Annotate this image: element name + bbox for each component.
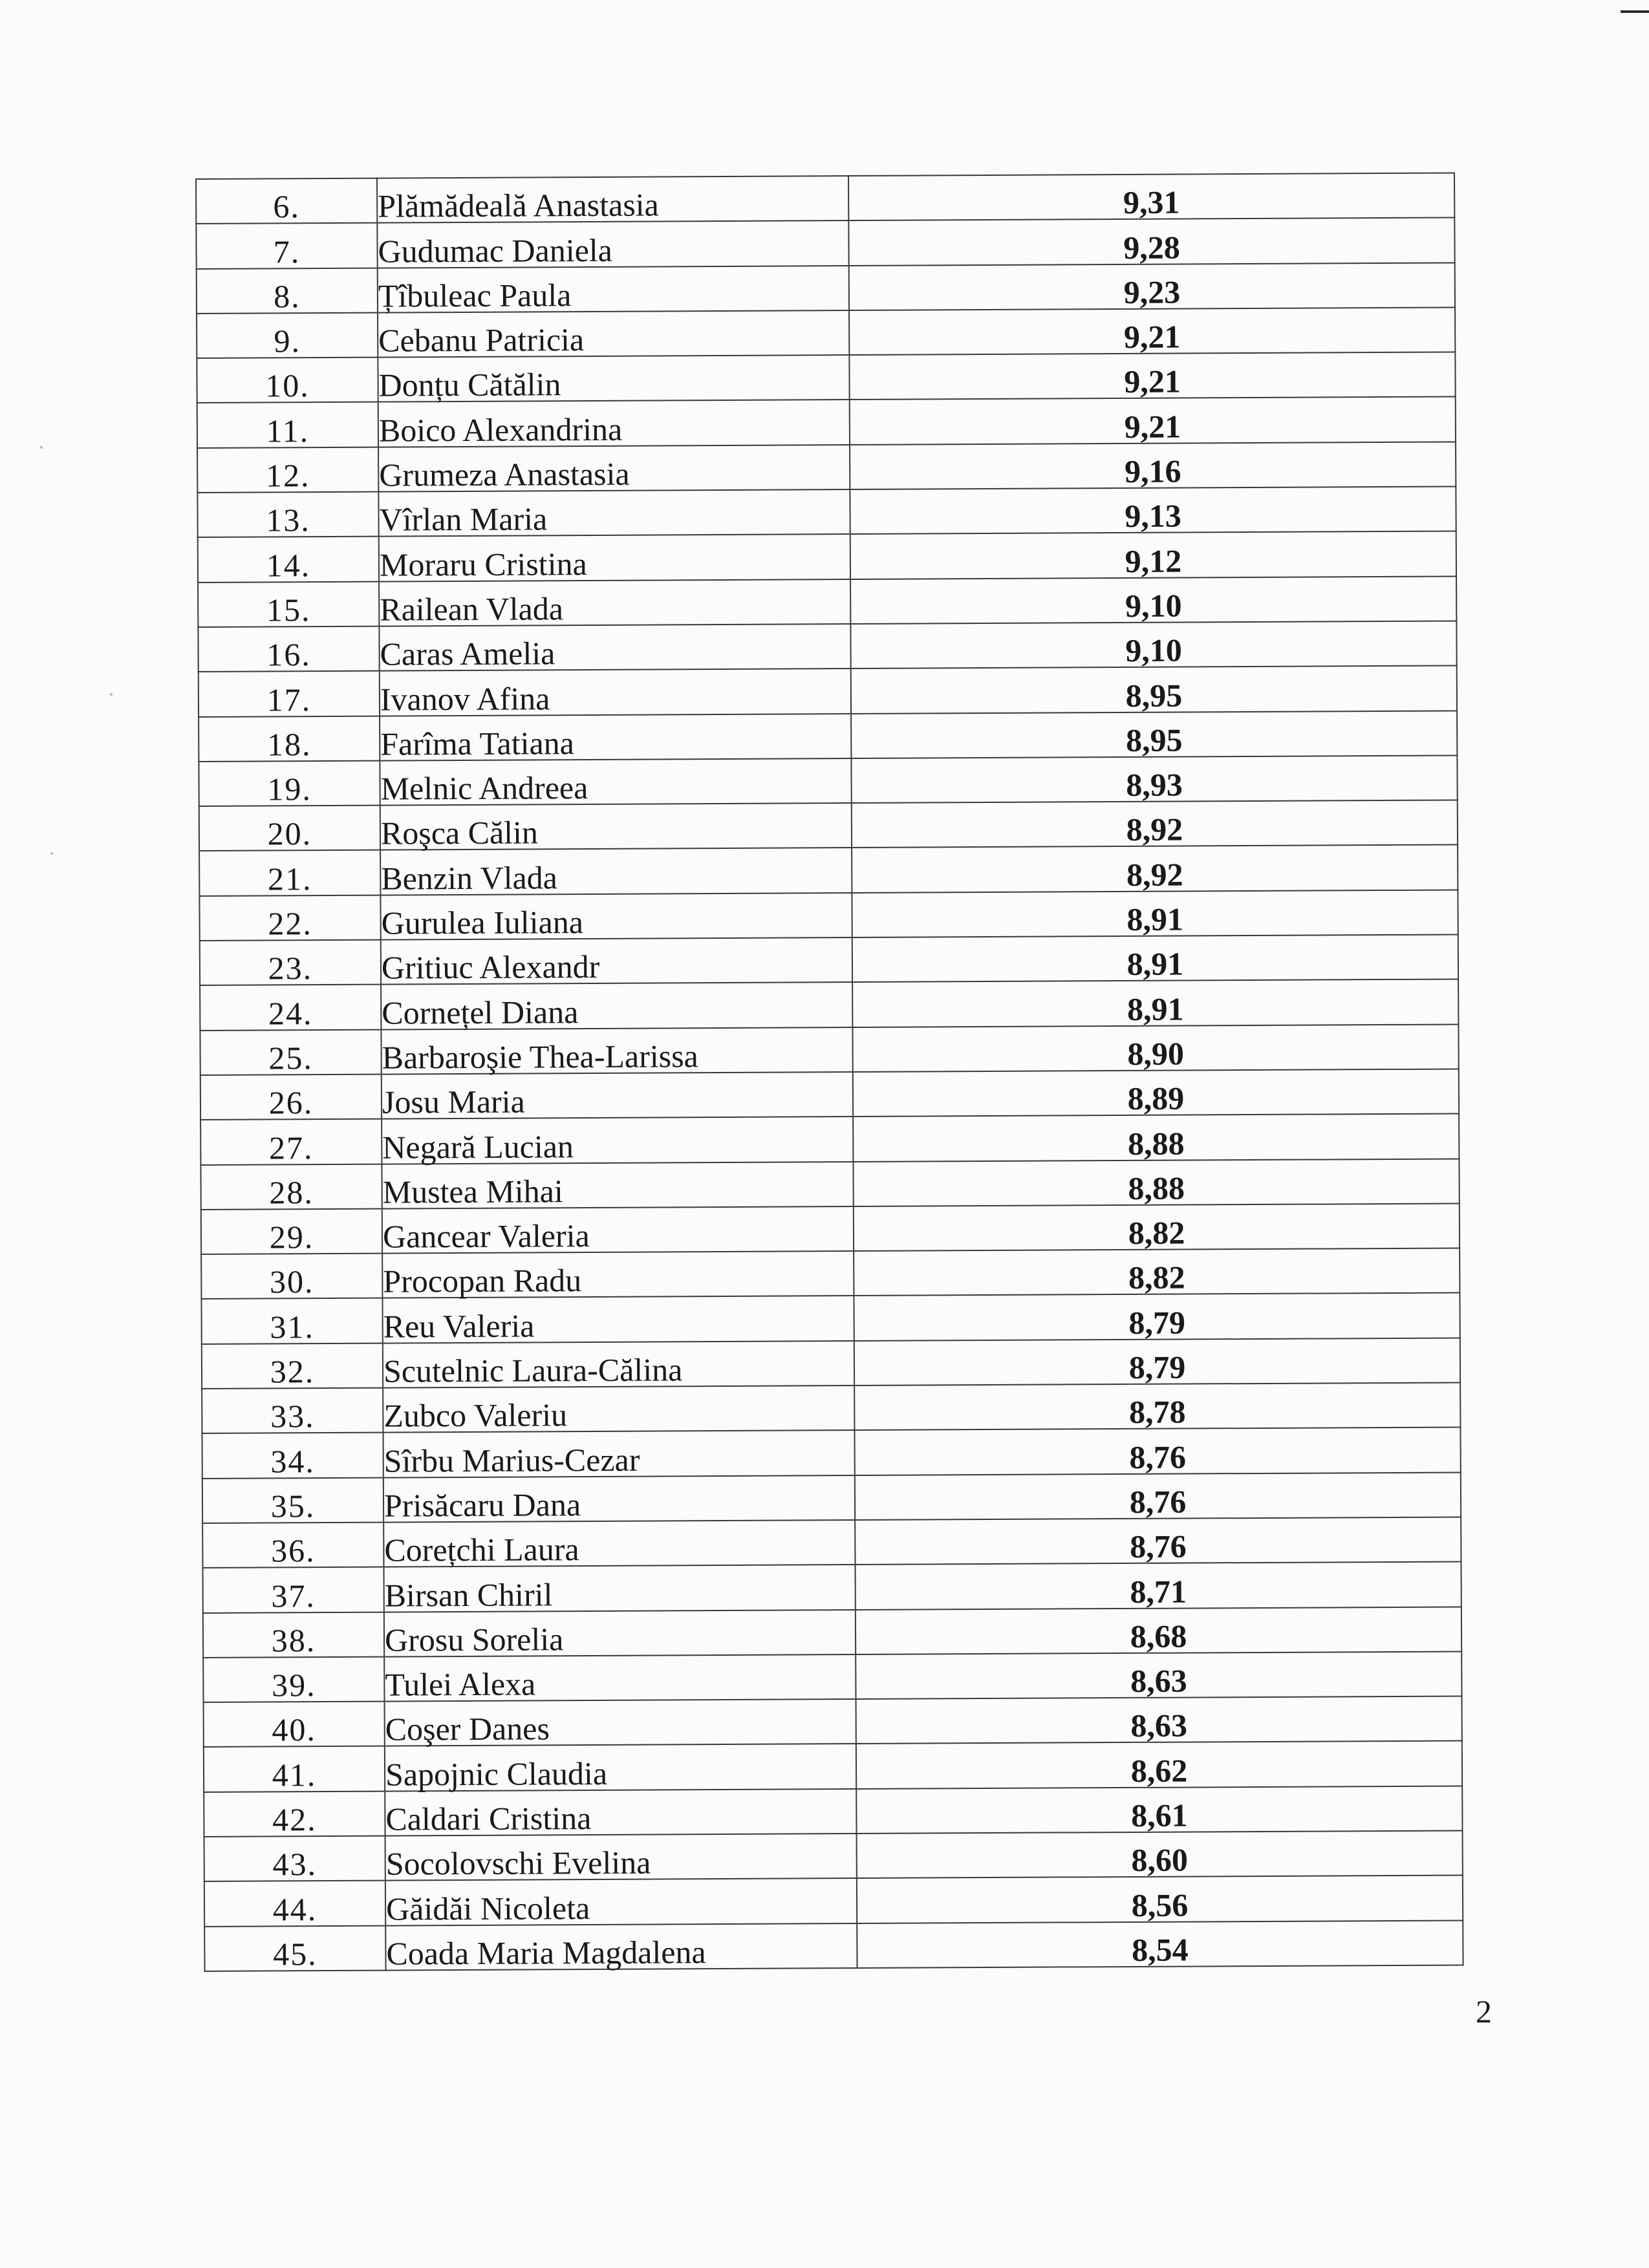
row-number-cell: 7.: [196, 223, 377, 269]
student-name-cell: Moraru Cristina: [379, 534, 850, 581]
row-number-cell: 19.: [199, 760, 380, 806]
table-row: [199, 711, 1457, 762]
row-number-cell: 14.: [198, 537, 379, 583]
scan-speck: [40, 446, 43, 449]
grade-cell: 8,88: [853, 1159, 1459, 1206]
table-row: [199, 755, 1457, 806]
table-row: [201, 1248, 1460, 1300]
table-row: [197, 487, 1456, 538]
row-number-cell: 34.: [202, 1433, 383, 1479]
grades-table-container: [195, 172, 1464, 1971]
student-name-cell: Socolovschi Evelina: [385, 1834, 857, 1881]
table-row: [204, 1876, 1463, 1927]
row-number-cell: 31.: [201, 1298, 382, 1344]
grade-cell: 8,91: [852, 979, 1458, 1027]
row-number-cell: 30.: [201, 1254, 382, 1300]
row-number-cell: 43.: [204, 1836, 385, 1882]
student-name-cell: Sapojnic Claudia: [385, 1744, 856, 1791]
row-number-cell: 21.: [199, 850, 380, 896]
grade-cell: 8,60: [857, 1830, 1463, 1878]
grade-cell: 8,68: [856, 1607, 1461, 1654]
row-number-cell: 6.: [196, 178, 377, 224]
student-name-cell: Donțu Cătălin: [378, 355, 849, 402]
grade-cell: 8,95: [851, 711, 1457, 758]
student-name-cell: Negară Lucian: [382, 1117, 853, 1164]
student-name-cell: Tulei Alexa: [384, 1654, 856, 1702]
student-name-cell: Gurulea Iuliana: [380, 893, 852, 940]
grades-table: [195, 172, 1464, 1971]
row-number-cell: 42.: [204, 1791, 385, 1837]
row-number-cell: 16.: [198, 626, 379, 672]
row-number-cell: 35.: [202, 1477, 383, 1523]
row-number-cell: 27.: [200, 1119, 382, 1165]
row-number-cell: 25.: [200, 1029, 381, 1075]
row-number-cell: 20.: [199, 806, 380, 851]
student-name-cell: Boico Alexandrina: [378, 400, 850, 447]
student-name-cell: Farîma Tatiana: [380, 714, 851, 761]
student-name-cell: Grosu Sorelia: [384, 1610, 856, 1657]
grade-cell: 8,63: [856, 1696, 1462, 1744]
grade-cell: 8,79: [854, 1338, 1460, 1385]
grade-cell: 8,54: [857, 1920, 1463, 1968]
row-number-cell: 8.: [197, 268, 378, 314]
student-name-cell: Grumeza Anastasia: [378, 445, 850, 492]
table-row: [204, 1830, 1463, 1881]
table-row: [198, 621, 1456, 672]
student-name-cell: Sîrbu Marius-Cezar: [383, 1430, 854, 1477]
student-name-cell: Cebanu Patricia: [378, 310, 849, 358]
student-name-cell: Prisăcaru Dana: [383, 1475, 855, 1523]
grade-cell: 8,76: [855, 1517, 1461, 1565]
table-row: [202, 1517, 1461, 1568]
grade-cell: 8,82: [854, 1203, 1460, 1251]
table-row: [197, 352, 1455, 403]
student-name-cell: Procopan Radu: [382, 1251, 854, 1298]
row-number-cell: 37.: [203, 1567, 384, 1613]
grade-cell: 8,56: [857, 1876, 1463, 1923]
student-name-cell: Cornețel Diana: [381, 982, 852, 1029]
grade-cell: 9,21: [850, 397, 1456, 445]
row-number-cell: 28.: [200, 1164, 382, 1210]
student-name-cell: Caldari Cristina: [385, 1789, 856, 1836]
table-row: [200, 1114, 1459, 1165]
student-name-cell: Benzin Vlada: [380, 848, 852, 895]
row-number-cell: 15.: [198, 581, 379, 627]
scan-speck: [110, 693, 113, 696]
table-row: [204, 1786, 1462, 1837]
row-number-cell: 29.: [201, 1208, 382, 1254]
student-name-cell: Mustea Mihai: [382, 1162, 853, 1209]
row-number-cell: 18.: [199, 716, 380, 762]
grades-table-body: [196, 173, 1463, 1971]
row-number-cell: 40.: [204, 1702, 385, 1748]
student-name-cell: Reu Valeria: [382, 1296, 854, 1343]
student-name-cell: Gancear Valeria: [382, 1206, 854, 1254]
table-row: [196, 173, 1454, 224]
grade-cell: 8,62: [856, 1741, 1462, 1789]
grade-cell: 9,16: [850, 442, 1456, 489]
student-name-cell: Roşca Călin: [380, 803, 852, 850]
student-name-cell: Coşer Danes: [385, 1699, 856, 1746]
row-number-cell: 17.: [199, 671, 380, 717]
grade-cell: 8,61: [856, 1786, 1462, 1834]
grade-cell: 8,89: [853, 1069, 1459, 1117]
table-row: [201, 1203, 1460, 1254]
row-number-cell: 39.: [203, 1656, 384, 1702]
table-row: [204, 1741, 1462, 1792]
grade-cell: 8,82: [854, 1248, 1460, 1296]
grade-cell: 8,76: [855, 1472, 1461, 1520]
student-name-cell: Josu Maria: [382, 1072, 853, 1119]
row-number-cell: 10.: [197, 358, 378, 403]
grade-cell: 9,21: [849, 307, 1455, 355]
table-row: [200, 979, 1458, 1031]
row-number-cell: 9.: [197, 313, 378, 359]
row-number-cell: 22.: [199, 895, 380, 941]
table-row: [197, 397, 1456, 448]
row-number-cell: 26.: [200, 1075, 382, 1120]
page-number: 2: [1476, 1993, 1492, 2029]
table-row: [200, 1024, 1458, 1075]
table-row: [199, 845, 1458, 896]
table-row: [204, 1920, 1463, 1971]
student-name-cell: Vîrlan Maria: [378, 489, 850, 537]
student-name-cell: Melnic Andreea: [380, 758, 851, 806]
student-name-cell: Barbaroşie Thea-Larissa: [381, 1027, 852, 1075]
student-name-cell: Railean Vlada: [379, 579, 850, 626]
grade-cell: 8,71: [855, 1562, 1461, 1610]
row-number-cell: 11.: [197, 402, 378, 448]
grade-cell: 8,76: [854, 1428, 1460, 1475]
student-name-cell: Coada Maria Magdalena: [385, 1923, 857, 1971]
grade-cell: 8,91: [852, 935, 1458, 983]
scan-speck: [50, 852, 53, 855]
grade-cell: 8,92: [852, 845, 1458, 893]
table-row: [200, 935, 1458, 986]
table-row: [204, 1696, 1462, 1748]
table-row: [202, 1382, 1460, 1433]
row-number-cell: 45.: [204, 1925, 385, 1971]
grade-cell: 8,95: [851, 666, 1457, 714]
table-row: [203, 1651, 1461, 1702]
table-row: [197, 442, 1456, 493]
table-row: [200, 1159, 1459, 1210]
row-number-cell: 44.: [204, 1881, 385, 1927]
row-number-cell: 24.: [200, 985, 381, 1031]
table-row: [196, 218, 1454, 269]
row-number-cell: 23.: [200, 940, 381, 986]
student-name-cell: Plămădeală Anastasia: [377, 176, 848, 223]
student-name-cell: Scutelnic Laura-Călina: [383, 1341, 854, 1388]
table-row: [197, 307, 1455, 358]
grade-cell: 8,93: [851, 755, 1457, 803]
grade-cell: 9,21: [849, 352, 1455, 400]
student-name-cell: Gudumac Daniela: [377, 220, 848, 268]
table-row: [197, 262, 1455, 314]
row-number-cell: 38.: [203, 1612, 384, 1658]
grade-cell: 8,88: [853, 1114, 1459, 1162]
table-row: [199, 890, 1458, 941]
scan-corner-mark: [1621, 10, 1649, 13]
table-row: [202, 1428, 1460, 1479]
student-name-cell: Zubco Valeriu: [383, 1385, 854, 1433]
table-row: [199, 800, 1458, 851]
row-number-cell: 36.: [202, 1523, 383, 1568]
row-number-cell: 13.: [197, 492, 378, 538]
student-name-cell: Găidăi Nicoleta: [385, 1878, 857, 1925]
table-row: [200, 1069, 1459, 1120]
table-row: [202, 1338, 1460, 1389]
row-number-cell: 32.: [202, 1343, 383, 1389]
student-name-cell: Ivanov Afina: [380, 669, 851, 716]
row-number-cell: 12.: [197, 447, 378, 493]
grade-cell: 8,79: [854, 1293, 1460, 1341]
grade-cell: 9,12: [850, 531, 1456, 579]
student-name-cell: Corețchi Laura: [383, 1520, 855, 1567]
table-row: [198, 531, 1456, 583]
table-row: [201, 1293, 1460, 1344]
grade-cell: 8,90: [852, 1024, 1458, 1072]
table-row: [203, 1562, 1461, 1613]
row-number-cell: 33.: [202, 1388, 383, 1434]
grade-cell: 8,92: [852, 800, 1458, 848]
grade-cell: 8,78: [854, 1382, 1460, 1430]
grade-cell: 9,10: [850, 621, 1456, 669]
student-name-cell: Caras Amelia: [379, 624, 850, 671]
table-row: [198, 576, 1456, 627]
grade-cell: 9,31: [848, 173, 1454, 220]
table-row: [199, 666, 1457, 717]
grade-cell: 9,28: [848, 218, 1454, 266]
student-name-cell: Birsan Chiril: [383, 1565, 855, 1612]
grade-cell: 9,13: [850, 487, 1456, 535]
table-row: [202, 1472, 1461, 1523]
student-name-cell: Gritiuc Alexandr: [381, 937, 852, 985]
student-name-cell: Țîbuleac Paula: [378, 266, 849, 313]
grade-cell: 8,63: [856, 1651, 1461, 1699]
grade-cell: 9,23: [849, 262, 1455, 310]
grade-cell: 8,91: [852, 890, 1458, 937]
table-row: [203, 1607, 1461, 1658]
grade-cell: 9,10: [850, 576, 1456, 624]
row-number-cell: 41.: [204, 1746, 385, 1792]
